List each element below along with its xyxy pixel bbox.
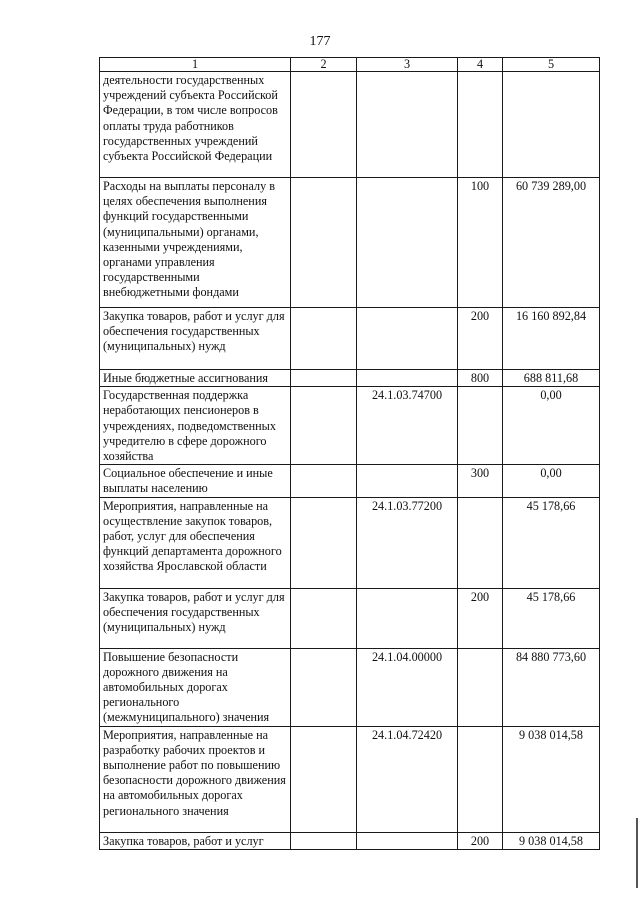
row-type: 800 (458, 370, 503, 387)
row-code (357, 72, 458, 178)
row-code (357, 588, 458, 648)
row-name: Мероприятия, направленные на разработку рабочих проектов и выполнение работ по повышению безопасности дорожного движения на автомобильных дорогах регионального значения (100, 726, 291, 832)
table-row (100, 387, 600, 465)
column-header-4: 4 (458, 58, 503, 72)
table-row (100, 726, 600, 832)
header-row (100, 58, 600, 72)
row-amount: 45 178,66 (503, 497, 600, 588)
row-col2 (291, 832, 357, 849)
row-name: Закупка товаров, работ и услуг для обеспечения государственных (муниципальных) нужд (100, 588, 291, 648)
table-row (100, 648, 600, 726)
table-row (100, 178, 600, 308)
row-name: Мероприятия, направленные на осуществление закупок товаров, работ, услуг для обеспечения функций департамента дорожного хозяйства Ярославской области (100, 497, 291, 588)
row-name: деятельности государственных учреждений субъекта Российской Федерации, в том числе вопросов оплаты труда работников государственных учреждений субъекта Российской Федерации (100, 72, 291, 178)
row-code (357, 370, 458, 387)
table-row (100, 832, 600, 849)
row-code (357, 308, 458, 370)
row-col2 (291, 72, 357, 178)
row-type: 200 (458, 588, 503, 648)
row-name: Закупка товаров, работ и услуг для обеспечения государственных (муниципальных) нужд (100, 308, 291, 370)
row-type: 100 (458, 178, 503, 308)
column-header-3: 3 (357, 58, 458, 72)
row-type: 200 (458, 308, 503, 370)
scan-edge-mark (636, 818, 638, 888)
row-code: 24.1.04.72420 (357, 726, 458, 832)
row-amount: 16 160 892,84 (503, 308, 600, 370)
row-type: 200 (458, 832, 503, 849)
row-amount: 9 038 014,58 (503, 726, 600, 832)
column-header-2: 2 (291, 58, 357, 72)
row-type (458, 497, 503, 588)
column-header-1: 1 (100, 58, 291, 72)
table-row (100, 72, 600, 178)
table-row (100, 308, 600, 370)
row-name: Повышение безопасности дорожного движения на автомобильных дорогах регионального (межмуниципального) значения (100, 648, 291, 726)
row-amount: 0,00 (503, 387, 600, 465)
row-amount: 84 880 773,60 (503, 648, 600, 726)
row-name: Государственная поддержка неработающих пенсионеров в учреждениях, подведомственных учредителю в сфере дорожного хозяйства (100, 387, 291, 465)
table-row (100, 497, 600, 588)
row-amount: 45 178,66 (503, 588, 600, 648)
row-code: 24.1.03.74700 (357, 387, 458, 465)
row-col2 (291, 726, 357, 832)
table-row (100, 588, 600, 648)
row-amount: 60 739 289,00 (503, 178, 600, 308)
row-amount (503, 72, 600, 178)
row-name: Социальное обеспечение и иные выплаты населению (100, 465, 291, 497)
row-name: Закупка товаров, работ и услуг (100, 832, 291, 849)
row-code (357, 465, 458, 497)
row-type (458, 387, 503, 465)
row-name: Расходы на выплаты персоналу в целях обеспечения выполнения функций государственными (муниципальными) органами, казенными учреждениями, органами управления государственными внебюджетными фондами (100, 178, 291, 308)
row-name: Иные бюджетные ассигнования (100, 370, 291, 387)
row-col2 (291, 308, 357, 370)
row-code: 24.1.03.77200 (357, 497, 458, 588)
row-code (357, 832, 458, 849)
table-row (100, 370, 600, 387)
row-type: 300 (458, 465, 503, 497)
row-type (458, 72, 503, 178)
row-type (458, 648, 503, 726)
budget-table (99, 57, 600, 850)
row-col2 (291, 387, 357, 465)
row-col2 (291, 465, 357, 497)
row-col2 (291, 588, 357, 648)
row-col2 (291, 648, 357, 726)
table-row (100, 465, 600, 497)
row-amount: 9 038 014,58 (503, 832, 600, 849)
row-col2 (291, 370, 357, 387)
column-header-5: 5 (503, 58, 600, 72)
row-col2 (291, 178, 357, 308)
row-type (458, 726, 503, 832)
row-col2 (291, 497, 357, 588)
row-amount: 688 811,68 (503, 370, 600, 387)
row-amount: 0,00 (503, 465, 600, 497)
row-code: 24.1.04.00000 (357, 648, 458, 726)
row-code (357, 178, 458, 308)
page-number: 177 (309, 34, 331, 49)
